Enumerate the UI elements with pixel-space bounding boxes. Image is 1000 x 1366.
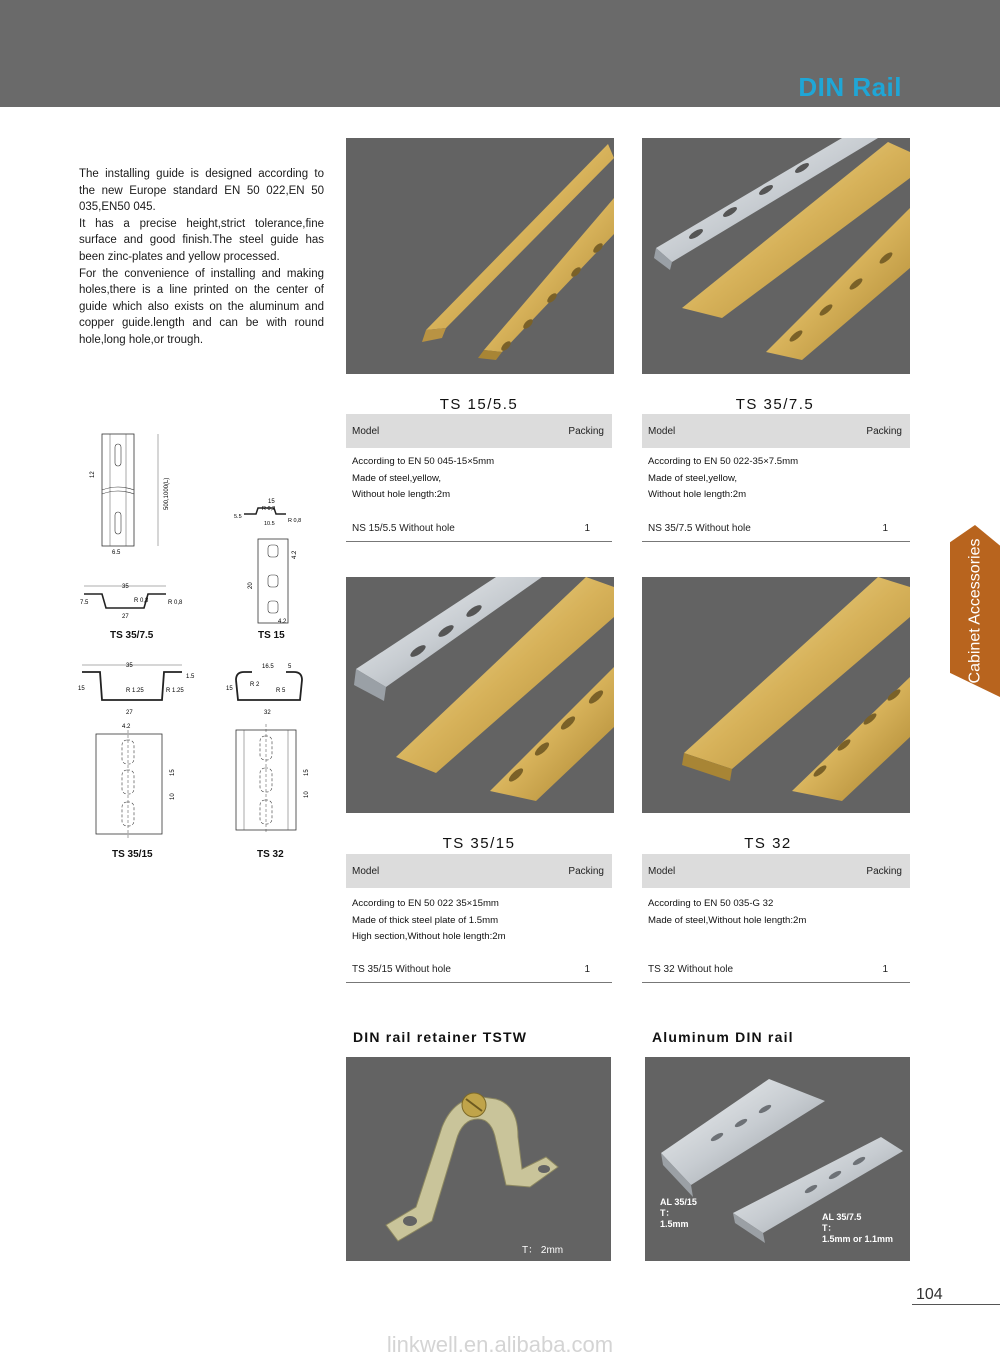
- dim-top: 15: [268, 499, 275, 505]
- al-left-name: AL 35/15: [660, 1197, 697, 1207]
- al-right-name: AL 35/7.5: [822, 1212, 862, 1222]
- model-label: Model: [352, 426, 380, 437]
- model-label: Model: [648, 426, 676, 437]
- spec-item-row: [346, 520, 612, 542]
- item-qty: 1: [882, 523, 888, 534]
- spec-line: According to EN 50 045-15×5mm: [352, 456, 495, 467]
- dim-b: 27: [126, 710, 133, 716]
- product-name: TS 15/5.5: [439, 396, 519, 413]
- drawing-ts3515-profile: [74, 660, 196, 716]
- packing-label: Packing: [866, 426, 902, 437]
- product-photo-ts35-15: [346, 577, 614, 813]
- spec-description: [642, 454, 908, 504]
- drawing-label: TS 32: [257, 849, 284, 860]
- dim-r2: R 5: [276, 688, 286, 694]
- drawing-ts3515-side: [94, 720, 184, 840]
- dim-b: 32: [264, 710, 271, 716]
- dim-r2: R 1.25: [166, 688, 184, 694]
- item-name: TS 35/15 Without hole: [352, 964, 451, 975]
- dim-r: R 0,2: [262, 506, 276, 512]
- drawing-ts32-side: [232, 720, 322, 840]
- dim-w: 6.5: [112, 550, 121, 555]
- aluminum-photo: [645, 1057, 910, 1261]
- dim-b: 10.5: [264, 521, 275, 526]
- dim-t: 1.5: [186, 674, 195, 680]
- retainer-title: DIN rail retainer TSTW: [353, 1029, 528, 1045]
- dim-l: 5.5: [234, 514, 242, 520]
- spec-item-row: [642, 961, 910, 983]
- dim-r1: R 2: [250, 682, 260, 688]
- drawing-label: TS 15: [258, 630, 285, 641]
- dim-s1: 4.2: [292, 550, 298, 559]
- page-number: 104: [916, 1286, 943, 1303]
- spec-header: [642, 854, 910, 888]
- dim-top: 35: [126, 663, 133, 669]
- intro-paragraph: It has a precise height,strict tolerance,fine surface and good finish.The steel guide has been zinc-plates and yellow processed.: [79, 217, 324, 263]
- spec-description: [642, 896, 908, 929]
- spec-header: [346, 414, 612, 448]
- spec-item-row: [346, 961, 612, 983]
- page-header: [0, 0, 1000, 107]
- dim-b: 27: [122, 614, 129, 620]
- spec-line: Made of thick steel plate of 1.5mm: [352, 914, 499, 926]
- item-qty: 1: [882, 964, 888, 975]
- drawing-label: TS 35/15: [112, 849, 153, 860]
- page-number-rule: [912, 1304, 1000, 1305]
- dim-h: 20: [248, 582, 254, 589]
- spec-description: [346, 896, 612, 946]
- dim-h: 7.5: [80, 600, 89, 606]
- dim-h: 15: [226, 686, 233, 692]
- item-name: NS 15/5.5 Without hole: [352, 523, 455, 534]
- drawing-ts15-profile: [230, 496, 310, 526]
- item-name: TS 32 Without hole: [648, 964, 734, 975]
- dim-t: 5: [288, 664, 292, 670]
- dim-top: 35: [122, 584, 129, 590]
- spec-line: Made of steel,yellow,: [648, 472, 738, 484]
- dim-side: R 0,8: [288, 518, 302, 524]
- page-title: DIN Rail: [798, 72, 902, 102]
- spec-line: According to EN 50 035-G 32: [648, 898, 774, 909]
- section-tab-label: Cabinet Accessories: [966, 538, 983, 684]
- spec-line: High section,Without hole length:2m: [352, 931, 506, 942]
- dim-s2: 4.2: [278, 619, 287, 625]
- dim-h: 12: [90, 471, 96, 478]
- aluminum-title: Aluminum DIN rail: [652, 1029, 794, 1045]
- spec-line: According to EN 50 022-35×7.5mm: [648, 456, 799, 467]
- spec-item-row: [642, 520, 910, 542]
- intro-paragraph: The installing guide is designed according to the new Europe standard EN 50 022,EN 50 035,EN50 045.: [79, 168, 324, 214]
- product-name: TS 35/15: [442, 835, 516, 852]
- dim-l: 10: [304, 791, 310, 798]
- dim-r1: R 0,8: [134, 598, 149, 604]
- dim-p: 15: [170, 769, 176, 776]
- dim-r1: R 1.25: [126, 688, 144, 694]
- al-right-caption: [822, 1212, 893, 1245]
- al-left-val: 1.5mm: [660, 1219, 689, 1229]
- drawing-ts15-side: [240, 535, 310, 627]
- spec-header: [346, 854, 612, 888]
- product-photo-ts15: [346, 138, 614, 374]
- dim-r2: R 0,8: [168, 600, 183, 606]
- retainer-photo: [346, 1057, 611, 1261]
- item-qty: 1: [584, 964, 590, 975]
- dim-length: 500,1000(L): [164, 477, 170, 510]
- retainer-caption: T： 2mm: [522, 1245, 564, 1256]
- product-photo-ts35-75: [642, 138, 910, 374]
- al-left-caption: [660, 1197, 697, 1230]
- spec-line: Without hole length:2m: [648, 489, 747, 500]
- product-name: TS 35/7.5: [735, 396, 815, 413]
- model-label: Model: [648, 866, 676, 877]
- drawing-ts35-side: [80, 430, 190, 555]
- packing-label: Packing: [568, 866, 604, 877]
- spec-header: [642, 414, 910, 448]
- dim-top: 16.5: [262, 664, 274, 670]
- dim-p: 15: [304, 769, 310, 776]
- dim-w: 4.2: [122, 724, 131, 730]
- dim-l: 10: [170, 793, 176, 800]
- dim-h: 15: [78, 686, 85, 692]
- spec-description: [346, 454, 612, 504]
- al-left-t: T：: [660, 1208, 675, 1218]
- product-name: TS 32: [744, 835, 792, 852]
- spec-line: According to EN 50 022 35×15mm: [352, 898, 499, 909]
- drawing-label: TS 35/7.5: [110, 630, 154, 641]
- model-label: Model: [352, 866, 380, 877]
- al-right-val: 1.5mm or 1.1mm: [822, 1234, 894, 1244]
- spec-line: Made of steel,Without hole length:2m: [648, 914, 807, 926]
- al-right-t: T：: [822, 1223, 837, 1233]
- intro-paragraph: For the convenience of installing and making holes,there is a line printed on the center of guide which also exists on the aluminum and copper guide.length and can be with round hole,long hole,or trough.: [79, 267, 324, 346]
- watermark: linkwell.en.alibaba.com: [386, 1332, 614, 1357]
- packing-label: Packing: [568, 426, 604, 437]
- drawing-ts35-profile: [76, 580, 186, 620]
- spec-line: Made of steel,yellow,: [352, 472, 442, 484]
- section-tab-label-wrap: [950, 525, 1000, 697]
- item-qty: 1: [584, 523, 590, 534]
- intro-text: [79, 166, 324, 349]
- drawing-ts32-profile: [222, 660, 322, 716]
- product-photo-ts32: [642, 577, 910, 813]
- item-name: NS 35/7.5 Without hole: [648, 523, 751, 534]
- packing-label: Packing: [866, 866, 902, 877]
- spec-line: Without hole length:2m: [352, 489, 451, 500]
